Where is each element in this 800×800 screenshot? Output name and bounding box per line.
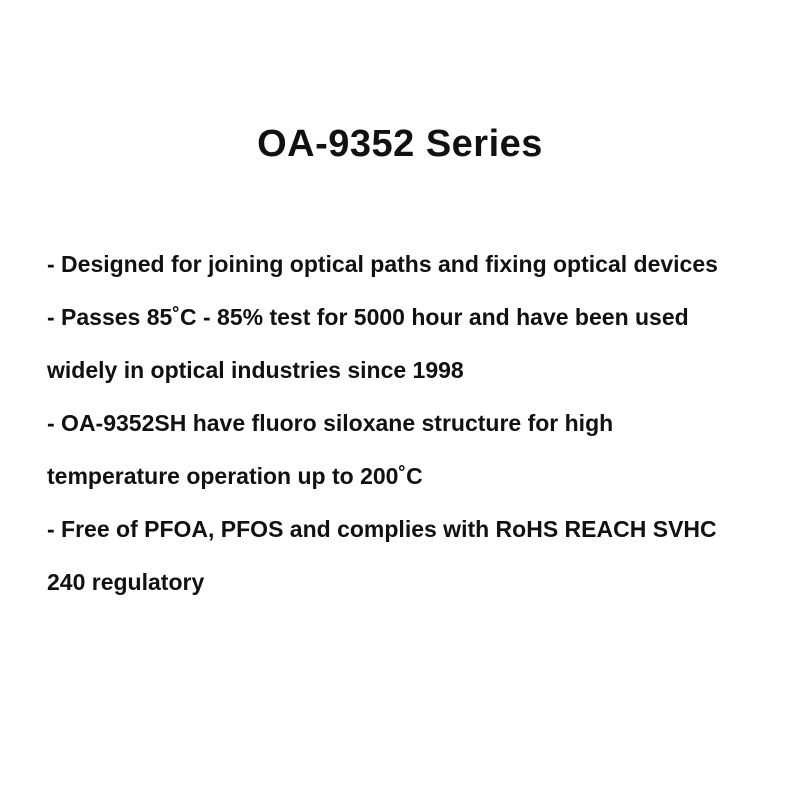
feature-item: - Free of PFOA, PFOS and complies with RoHS REACH SVHC 240 regulatory: [47, 516, 717, 595]
feature-item: - Passes 85˚C - 85% test for 5000 hour and have been used widely in optical industries since 1998: [47, 304, 689, 383]
page-title: OA-9352 Series: [257, 123, 543, 165]
feature-list: [47, 238, 747, 609]
feature-item: - Designed for joining optical paths and fixing optical devices: [47, 251, 718, 277]
feature-item: - OA-9352SH have fluoro siloxane structure for high temperature operation up to 200˚C: [47, 410, 614, 489]
